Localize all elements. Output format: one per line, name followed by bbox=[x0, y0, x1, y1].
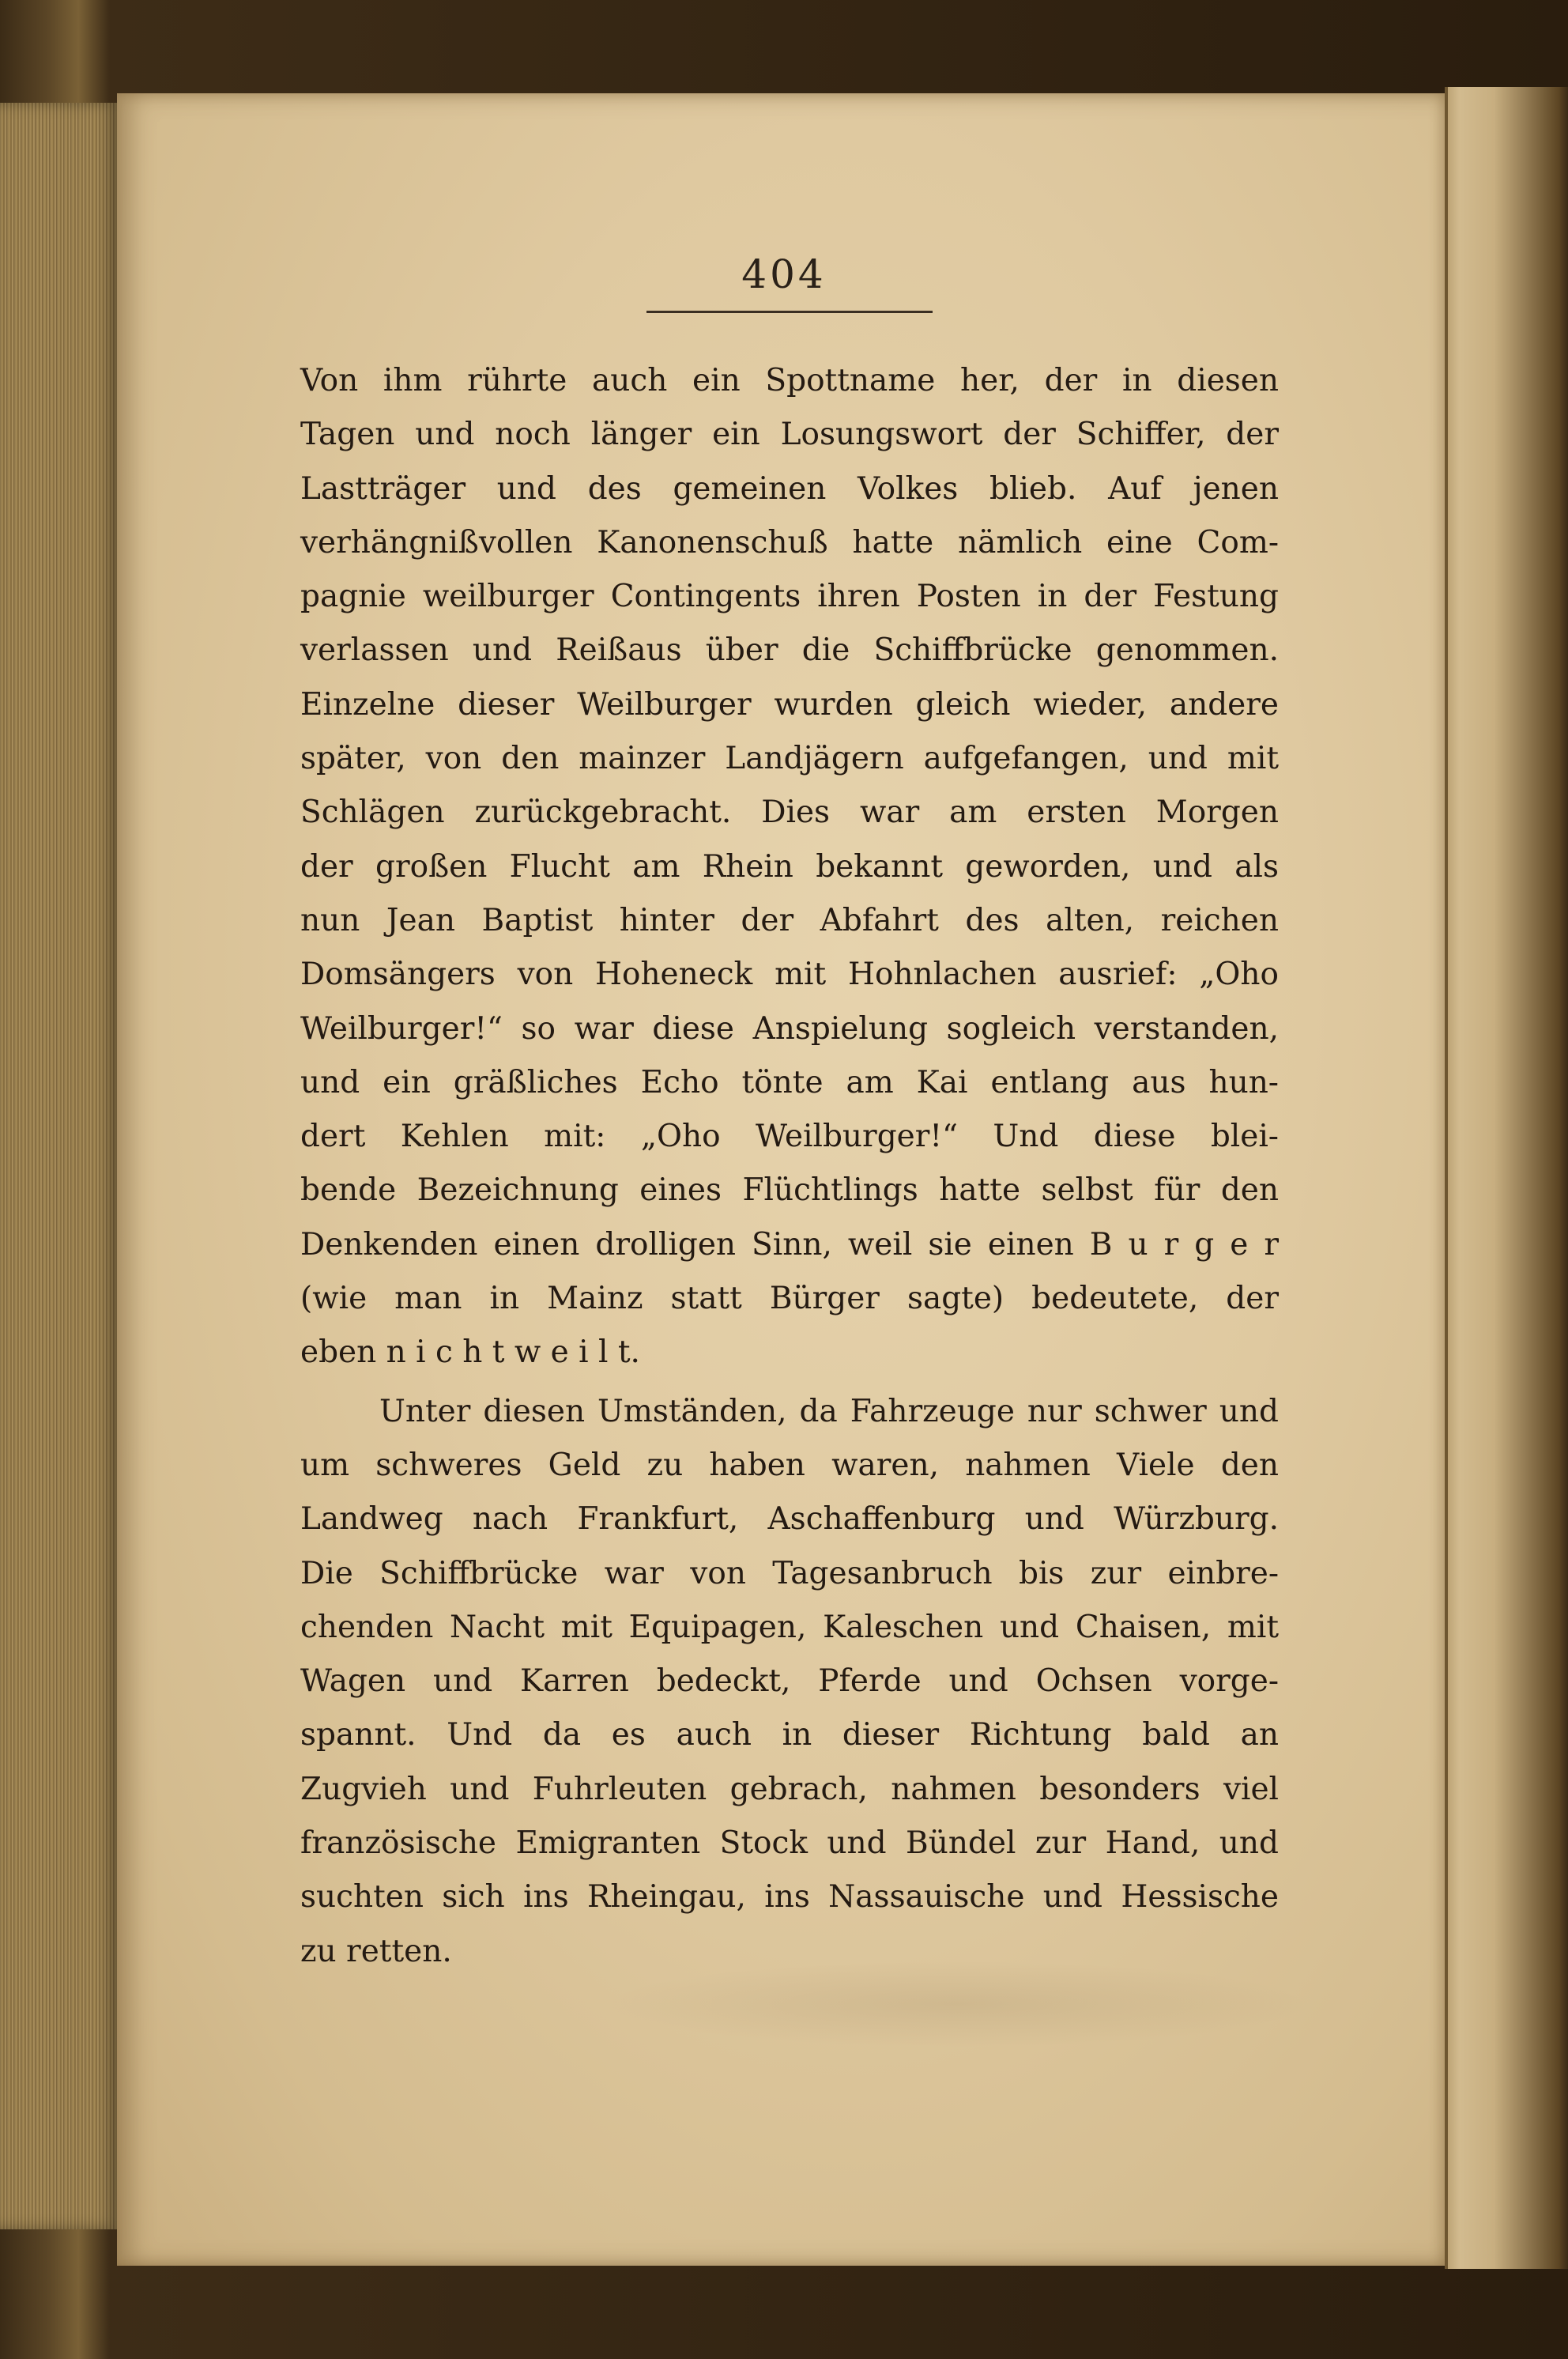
text-line: Die Schiffbrücke war von Tagesanbruch bis zur einbre- bbox=[300, 1555, 1279, 1591]
text-line: zu retten. bbox=[300, 1933, 452, 1969]
text-line: später, von den mainzer Landjägern aufgefangen, und mit bbox=[300, 741, 1279, 777]
text-line: Tagen und noch länger ein Losungswort der Schiffer, der bbox=[300, 417, 1279, 453]
text-line: dert Kehlen mit: „Oho Weilburger!“ Und diese blei- bbox=[300, 1119, 1279, 1155]
page-number: 404 bbox=[741, 251, 827, 297]
text-line: chenden Nacht mit Equipagen, Kaleschen und Chaisen, mit bbox=[300, 1609, 1279, 1645]
text-line: Schlägen zurückgebracht. Dies war am ersten Morgen bbox=[300, 795, 1279, 831]
text-line: suchten sich ins Rheingau, ins Nassauische und Hessische bbox=[300, 1879, 1279, 1916]
page-stack-edge bbox=[0, 103, 119, 2229]
text-line: pagnie weilburger Contingents ihren Posten in der Festung bbox=[300, 579, 1279, 615]
text-line: (wie man in Mainz statt Bürger sagte) bedeutete, der bbox=[300, 1281, 1279, 1317]
binding-edge bbox=[1445, 87, 1568, 2269]
text-line: Von ihm rührte auch ein Spottname her, der in diesen bbox=[300, 363, 1279, 398]
text-line: verhängnißvollen Kanonenschuß hatte nämlich eine Com- bbox=[300, 524, 1279, 560]
text-line: Zugvieh und Fuhrleuten gebrach, nahmen besonders viel bbox=[300, 1771, 1279, 1807]
text-line: verlassen und Reißaus über die Schiffbrücke genommen. bbox=[300, 632, 1279, 669]
text-line: der großen Flucht am Rhein bekannt geworden, und als bbox=[300, 848, 1279, 885]
text-line: Denkenden einen drolligen Sinn, weil sie einen B u r g e r bbox=[300, 1226, 1279, 1263]
text-line: um schweres Geld zu haben waren, nahmen Viele den bbox=[300, 1447, 1279, 1483]
text-line: Wagen und Karren bedeckt, Pferde und Ochsen vorge- bbox=[300, 1663, 1279, 1700]
text-line: spannt. Und da es auch in dieser Richtung bald an bbox=[300, 1717, 1279, 1753]
text-line: Weilburger!“ so war diese Anspielung sogleich verstanden, bbox=[300, 1010, 1279, 1047]
text-line: Domsängers von Hoheneck mit Hohnlachen ausrief: „Oho bbox=[300, 957, 1279, 993]
text-line: französische Emigranten Stock und Bündel zur Hand, und bbox=[300, 1825, 1279, 1862]
text-line: nun Jean Baptist hinter der Abfahrt des alten, reichen bbox=[300, 902, 1279, 938]
text-line: Lastträger und des gemeinen Volkes blieb. Auf jenen bbox=[300, 470, 1279, 507]
text-line: Unter diesen Umständen, da Fahrzeuge nur schwer und bbox=[379, 1393, 1279, 1429]
header-rule bbox=[646, 311, 933, 313]
text-line: Einzelne dieser Weilburger wurden gleich wieder, andere bbox=[300, 686, 1279, 723]
text-line: und ein gräßliches Echo tönte am Kai entlang aus hun- bbox=[300, 1064, 1279, 1100]
text-line: Landweg nach Frankfurt, Aschaffenburg und Würzburg. bbox=[300, 1501, 1279, 1538]
text-line: bende Bezeichnung eines Flüchtlings hatte selbst für den bbox=[300, 1172, 1279, 1209]
body-text bbox=[300, 354, 1279, 1979]
text-line: eben n i c h t w e i l t. bbox=[300, 1334, 640, 1371]
binding-line bbox=[1445, 87, 1448, 2269]
